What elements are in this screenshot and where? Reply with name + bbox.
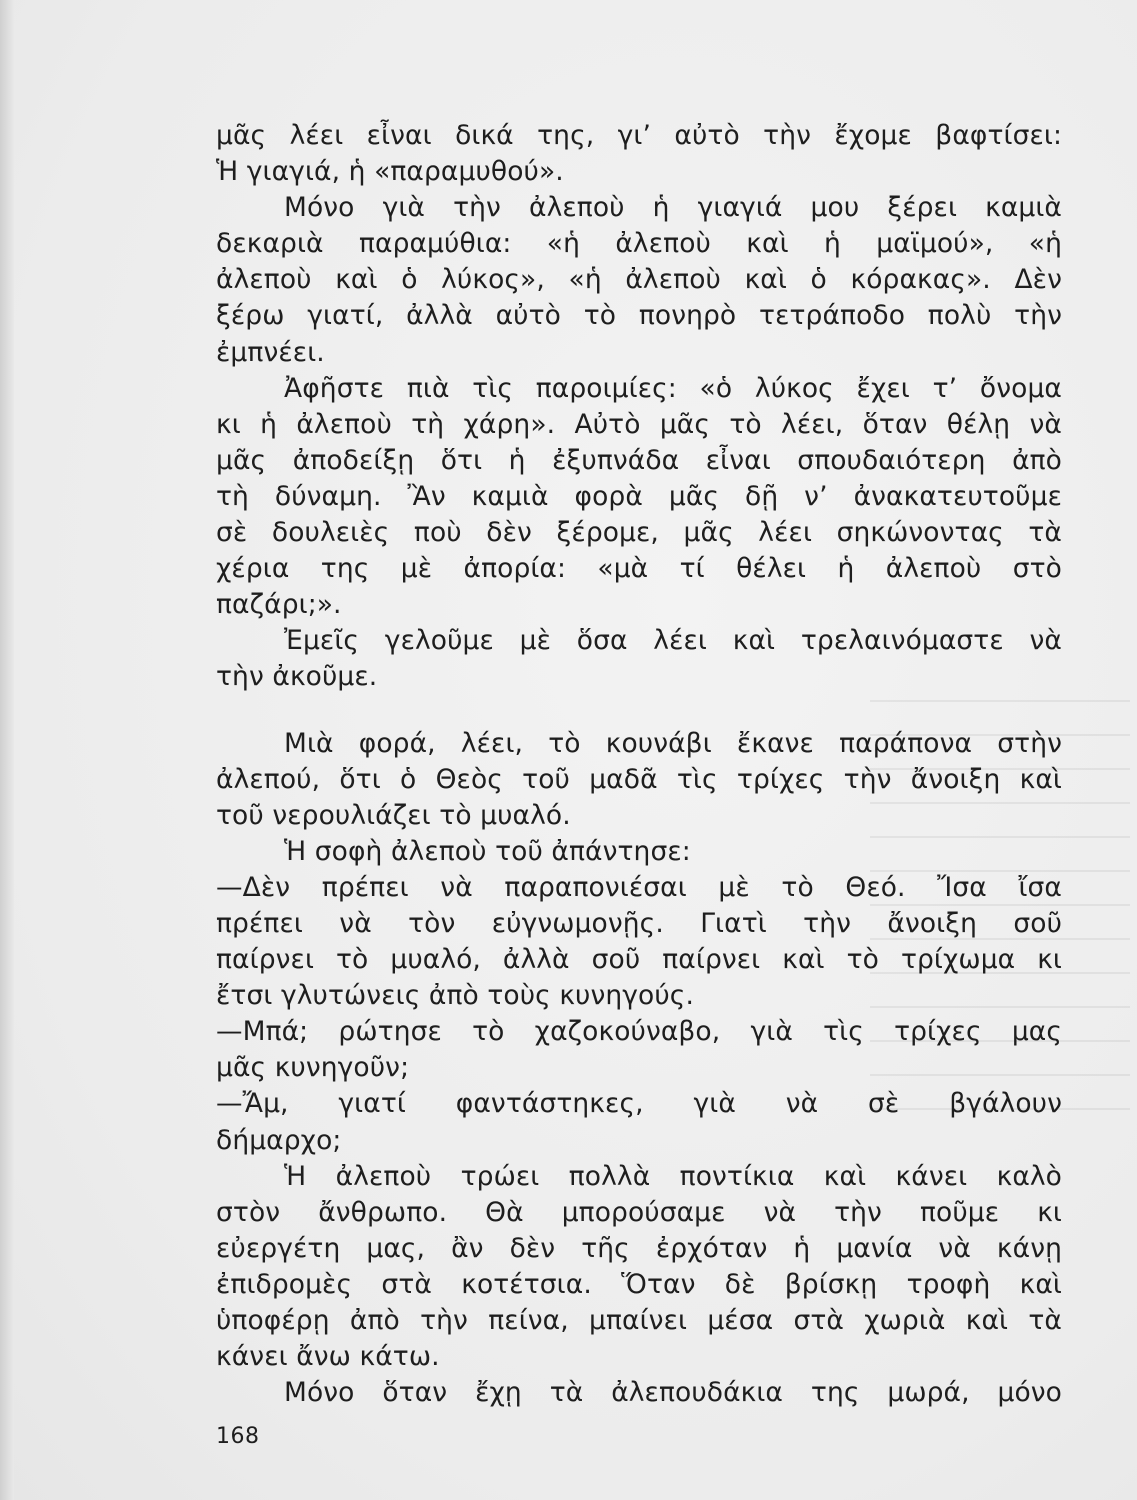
text-line: σὲ δουλειὲς ποὺ δὲν ξέρομε, μᾶς λέει σηκώνοντας τὰ	[216, 517, 1062, 549]
text-line: Ἀφῆστε πιὰ τὶς παροιμίες: «ὁ λύκος ἔχει τ’ ὄνομα	[284, 372, 1062, 404]
text-line: Μιὰ φορά, λέει, τὸ κουνάβι ἔκανε παράπονα στὴν	[284, 727, 1062, 759]
text-line: κι ἡ ἀλεποὺ τὴ χάρη». Αὐτὸ μᾶς τὸ λέει, ὅταν θέλῃ νὰ	[216, 408, 1062, 440]
text-line: πρέπει νὰ τὸν εὐγνωμονῇς. Γιατὶ τὴν ἄνοιξη σοῦ	[216, 907, 1062, 939]
page-binding-edge	[0, 0, 14, 1500]
text-line: Ἡ σοφὴ ἀλεποὺ τοῦ ἀπάντησε:	[284, 835, 691, 867]
body-text	[216, 118, 1062, 1411]
paragraph-gap	[216, 696, 1062, 726]
text-line: Ἡ γιαγιά, ἡ «παραμυθού».	[216, 156, 564, 188]
text-line: παζάρι;».	[216, 589, 342, 621]
text-line: Ἡ ἀλεποὺ τρώει πολλὰ ποντίκια καὶ κάνει καλὸ	[284, 1160, 1062, 1192]
text-line: παίρνει τὸ μυαλό, ἀλλὰ σοῦ παίρνει καὶ τὸ τρίχωμα κι	[216, 944, 1062, 976]
text-line: Ἐμεῖς γελοῦμε μὲ ὅσα λέει καὶ τρελαινόμαστε νὰ	[284, 625, 1062, 657]
text-line: δεκαριὰ παραμύθια: «ἡ ἀλεποὺ καὶ ἡ μαϊμού», «ἡ	[216, 228, 1062, 260]
text-line: τὴν ἀκοῦμε.	[216, 661, 378, 693]
text-line: Μόνο ὅταν ἔχῃ τὰ ἀλεπουδάκια της μωρά, μόνο	[284, 1377, 1062, 1409]
text-line: μᾶς ἀποδείξῃ ὅτι ἡ ἐξυπνάδα εἶναι σπουδαιότερη ἀπὸ	[216, 444, 1062, 476]
text-line: χέρια της μὲ ἀπορία: «μὰ τί θέλει ἡ ἀλεποὺ στὸ	[216, 553, 1062, 585]
text-line: ξέρω γιατί, ἀλλὰ αὐτὸ τὸ πονηρὸ τετράποδο πολὺ τὴν	[216, 300, 1062, 332]
text-line: μᾶς λέει εἶναι δικά της, γι’ αὐτὸ τὴν ἔχομε βαφτίσει:	[216, 120, 1062, 151]
text-line: τοῦ νερουλιάζει τὸ μυαλό.	[216, 799, 571, 831]
page-number: 168	[216, 1424, 260, 1449]
text-line: Μόνο γιὰ τὴν ἀλεποὺ ἡ γιαγιά μου ξέρει καμιὰ	[284, 192, 1062, 224]
text-line: ἀλεποὺ καὶ ὁ λύκος», «ἡ ἀλεποὺ καὶ ὁ κόρακας». Δὲν	[216, 264, 1062, 296]
text-line: ἀλεπού, ὅτι ὁ Θεὸς τοῦ μαδᾶ τὶς τρίχες τὴν ἄνοιξη καὶ	[216, 763, 1062, 795]
text-line: στὸν ἄνθρωπο. Θὰ μπορούσαμε νὰ τὴν ποῦμε κι	[216, 1196, 1062, 1228]
text-line: —Δὲν πρέπει νὰ παραπονιέσαι μὲ τὸ Θεό. Ἴσα ἴσα	[216, 871, 1062, 903]
text-line: εὐεργέτη μας, ἂν δὲν τῆς ἐρχόταν ἡ μανία νὰ κάνῃ	[216, 1232, 1062, 1264]
text-line: —Μπά; ρώτησε τὸ χαζοκούναβο, γιὰ τὶς τρίχες μας	[216, 1016, 1062, 1048]
text-line: τὴ δύναμη. Ἂν καμιὰ φορὰ μᾶς δῇ ν’ ἀνακατευτοῦμε	[216, 480, 1062, 512]
text-line: ἐμπνέει.	[216, 336, 325, 368]
text-line: ἔτσι γλυτώνεις ἀπὸ τοὺς κυνηγούς.	[216, 980, 694, 1012]
text-line: —Ἄμ, γιατί φαντάστηκες, γιὰ νὰ σὲ βγάλουν	[216, 1088, 1062, 1120]
text-line: ἐπιδρομὲς στὰ κοτέτσια. Ὅταν δὲ βρίσκῃ τροφὴ καὶ	[216, 1268, 1062, 1300]
text-line: δήμαρχο;	[216, 1124, 342, 1156]
text-line: μᾶς κυνηγοῦν;	[216, 1052, 410, 1084]
text-line: ὑποφέρῃ ἀπὸ τὴν πείνα, μπαίνει μέσα στὰ χωριὰ καὶ τὰ	[216, 1305, 1062, 1336]
text-line: κάνει ἄνω κάτω.	[216, 1341, 440, 1373]
